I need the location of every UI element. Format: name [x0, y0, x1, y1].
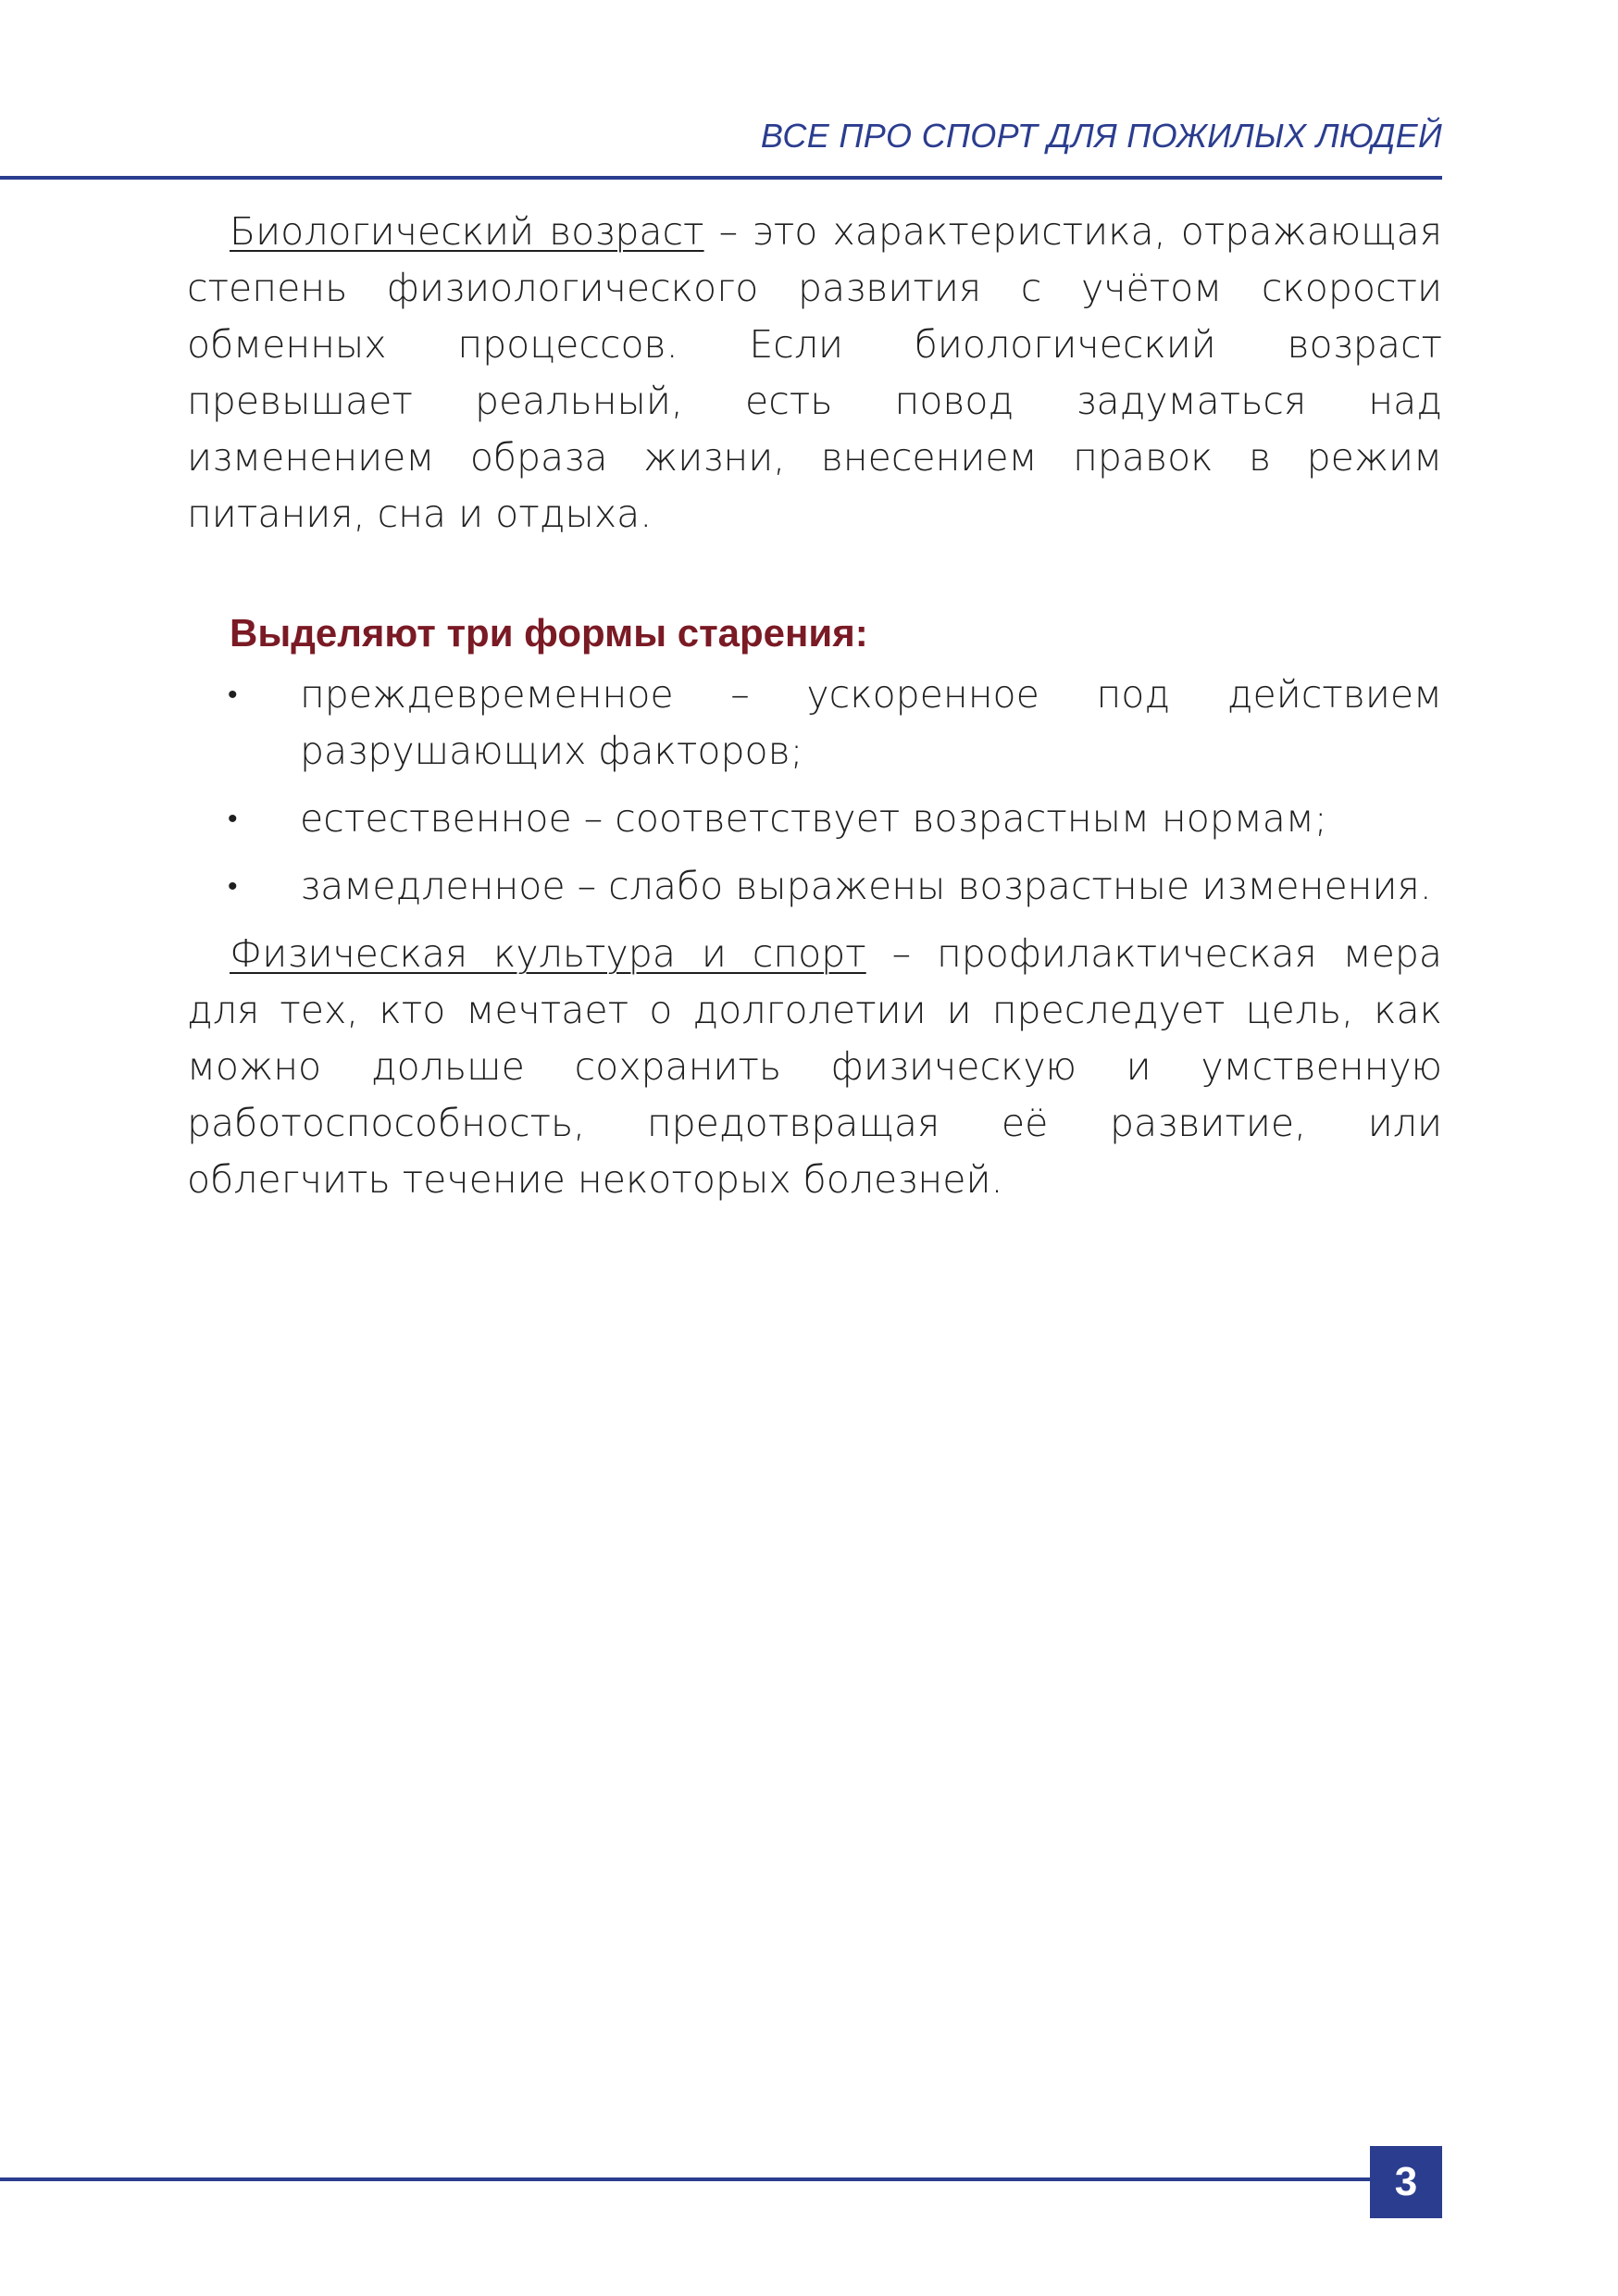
- aging-forms-heading: Выделяют три формы старения:: [230, 611, 868, 655]
- list-item-text: преждевременное – ускоренное под действием разрушающих факторов;: [300, 672, 1442, 773]
- list-item-text: естественное – соответствует возрастным нормам;: [300, 796, 1327, 841]
- bullet-icon: •: [228, 803, 238, 835]
- bullet-icon: •: [228, 679, 238, 711]
- paragraph-biological-age-text: – это характеристика, отражающая степень физиологического развития с учётом скорости обменных процессов. Если биологический возраст превышает реальный, есть повод задуматься над изменением образа жизни, внесением правок в режим питания, сна и отдыха.: [187, 209, 1443, 536]
- list-item-text: замедленное – слабо выражены возрастные изменения.: [300, 864, 1432, 908]
- list-item: [187, 791, 1442, 847]
- paragraph-physical-culture: [187, 926, 1442, 1208]
- header-divider: [0, 176, 1442, 180]
- paragraph-biological-age: [187, 204, 1442, 543]
- paragraph-physical-culture-text: – профилактическая мера для тех, кто мечтает о долголетии и преследует цель, как можно дольше сохранить физическую и умственную работоспособность, предотвращая её развитие, или облегчить течение некоторых болезней.: [187, 931, 1442, 1202]
- list-item: [187, 667, 1442, 780]
- term-biological-age: Биологический возраст: [230, 209, 704, 254]
- page-number-badge: 3: [1370, 2146, 1442, 2218]
- bullet-icon: •: [228, 870, 238, 903]
- term-physical-culture: Физическая культура и спорт: [230, 931, 866, 976]
- list-item: [187, 858, 1442, 915]
- running-header-title: ВСЕ ПРО СПОРТ ДЛЯ ПОЖИЛЫХ ЛЮДЕЙ: [760, 117, 1442, 155]
- page-content: [187, 204, 1442, 1208]
- aging-forms-list: [187, 667, 1442, 915]
- footer-divider: [0, 2177, 1370, 2181]
